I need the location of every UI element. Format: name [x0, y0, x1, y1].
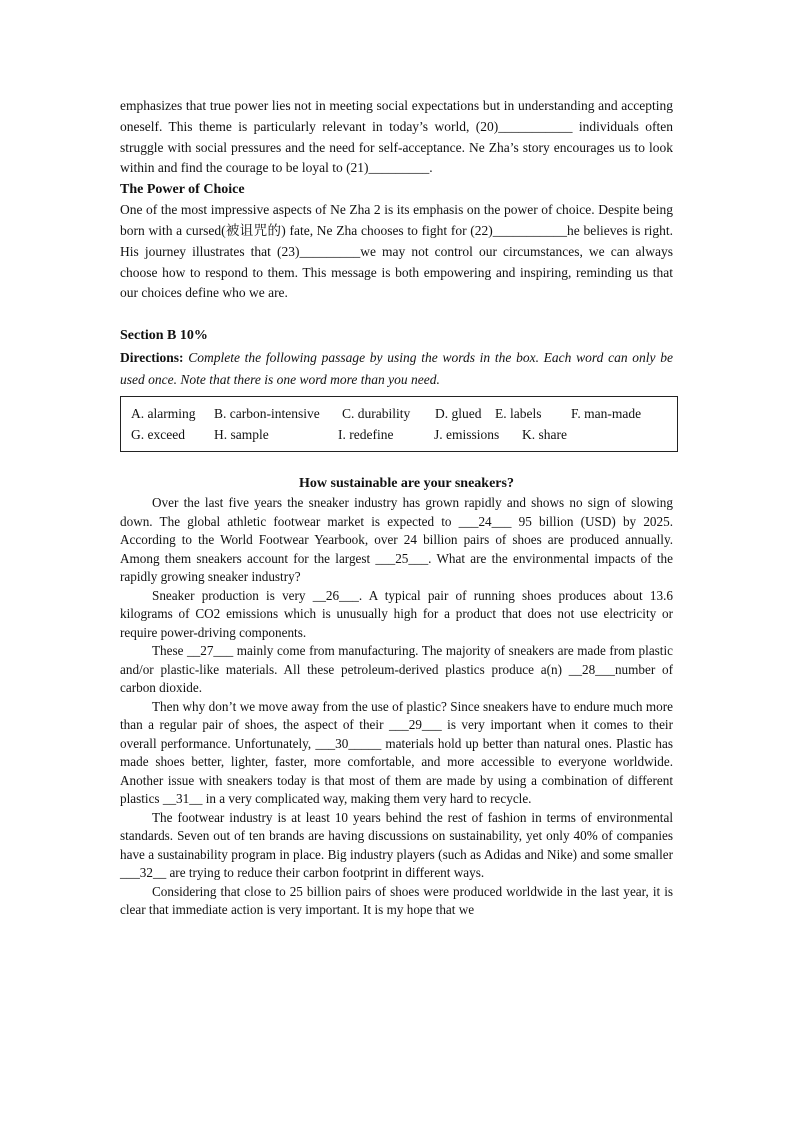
word-option: J. emissions	[434, 427, 500, 443]
passage-paragraph: Over the last five years the sneaker industry has grown rapidly and shows no sign of slowing down. The global athletic footwear market is expected to ___24___ 95 billion (USD) by 2025. According to the World Footwear Yearbook, over 24 billion pairs of shoes are produced annually. Among them sneakers account for the largest ___25___. What are the environmental impacts of the rapidly growing sneaker industry?	[120, 495, 673, 585]
word-option: I. redefine	[338, 427, 394, 443]
passage-paragraph: Considering that close to 25 billion pairs of shoes were produced worldwide in the last year, it is clear that immediate action is very important. It is my hope that we	[120, 883, 673, 918]
word-box-row-1	[131, 403, 667, 424]
passage-paragraph: Then why don’t we move away from the use of plastic? Since sneakers have to endure much more than a regular pair of shoes, the aspect of their ___29___ is very important when it comes to their overall performance. Unfortunately, ___30_____ materials hold up better than natural ones. Plastic has made shoes better, lighter, faster, more comfortable, and more accessible to everyone worldwide. Another issue with sneakers today is that most of them are made by using a combination of different plastics __31__ in a very complicated way, making them very hard to recycle.	[120, 698, 673, 807]
paragraph-power-of-choice: One of the most impressive aspects of Ne Zha 2 is its emphasis on the power of choice. Despite being born with a cursed(被诅咒的) fate, Ne Zha chooses to fight for (22)___________he believes is right. His journey illustrates that (23)_________we may not control our circumstances, we can always choose how to respond to them. This message is both empowering and inspiring, reminding us that our choices define who we are.	[120, 202, 673, 301]
word-box	[120, 396, 678, 452]
heading-power-of-choice: The Power of Choice	[120, 182, 245, 198]
word-option: B. carbon-intensive	[214, 406, 320, 422]
word-option: H. sample	[214, 427, 269, 443]
word-option: E. labels	[495, 406, 542, 422]
passage-paragraph: These __27___ mainly come from manufacturing. The majority of sneakers are made from plastic and/or plastic-like materials. All these petroleum-derived plastics produce a(n) __28___number of carbon dioxide.	[120, 643, 673, 696]
passage-title: How sustainable are your sneakers?	[299, 476, 514, 492]
directions-text: Complete the following passage by using the words in the box. Each word can only be used once. Note that there is one word more than you need.	[120, 350, 673, 388]
word-option: D. glued	[435, 406, 482, 422]
word-option: C. durability	[342, 406, 411, 422]
passage-paragraph: The footwear industry is at least 10 years behind the rest of fashion in terms of environmental standards. Seven out of ten brands are having discussions on sustainability, yet only 40% of companies have a sustainability program in place. Big industry players (such as Adidas and Nike) and some smaller ___32__ are trying to reduce their carbon footprint in different ways.	[120, 809, 673, 881]
paragraph-self-acceptance: emphasizes that true power lies not in meeting social expectations but in understanding and accepting oneself. This theme is particularly relevant in today’s world, (20)___________ individuals often struggle with social pressures and the need for self-acceptance. Ne Zha’s story encourages us to look within and find the courage to be loyal to (21)_________.	[120, 98, 673, 176]
word-option: A. alarming	[131, 406, 196, 422]
word-option: G. exceed	[131, 427, 185, 443]
section-b-title: Section B 10%	[120, 328, 208, 344]
word-option: K. share	[522, 427, 567, 443]
word-option: F. man-made	[571, 406, 642, 422]
document-page	[120, 96, 673, 920]
directions-label: Directions:	[120, 350, 184, 366]
word-box-row-2	[131, 424, 667, 445]
directions	[120, 347, 673, 391]
passage-paragraph: Sneaker production is very __26___. A typical pair of running shoes produces about 13.6 kilograms of CO2 emissions which is unusually high for a product that does not use electricity or require power-driving components.	[120, 587, 673, 640]
